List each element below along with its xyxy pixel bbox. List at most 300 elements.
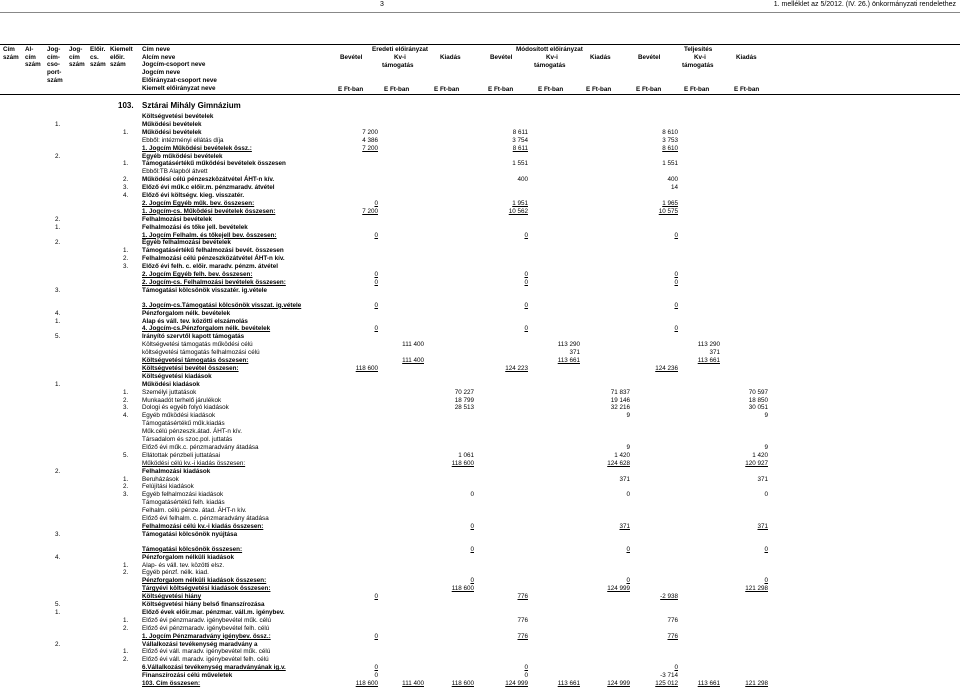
row-value: 0: [524, 271, 528, 278]
table-body: [0, 100, 960, 700]
row-value: 371: [757, 475, 768, 483]
page-header: [0, 0, 960, 9]
row-label: Működési célú pénzeszközátvétel ÁHT-n kív.: [142, 176, 275, 184]
row-value: 371: [619, 522, 630, 530]
row-value: 9: [626, 443, 630, 451]
row-value: 0: [470, 522, 474, 530]
sub-kvi-1: Kv-i: [394, 54, 406, 61]
row-label: Költségvetési támogatás működési célú: [142, 341, 253, 349]
table-row: [0, 569, 960, 577]
row-value: 124 236: [655, 364, 678, 372]
sub-kvi-2: Kv-i: [546, 54, 558, 61]
row-label: 6.Vállalkozási tevékenység maradványának ig.v.: [142, 664, 286, 672]
row-value: 0: [374, 301, 378, 309]
row-value: 18 799: [454, 396, 474, 404]
row-value: 124 999: [607, 680, 630, 687]
row-label: Alap és váll. tev. közötti elszámolás: [142, 317, 248, 325]
table-row: [0, 224, 960, 232]
unit-8: E Ft-ban: [684, 86, 710, 93]
table-row: [0, 373, 960, 381]
table-row: [0, 121, 960, 129]
table-row: [0, 325, 960, 333]
row-value: 111 400: [402, 680, 424, 687]
row-label: Felhalmozási és tőke jell. bevételek: [142, 223, 248, 231]
sub-tamogatas-2: támogatás: [534, 62, 566, 69]
row-label: Felhalmozási célú pénzeszközátvétel ÁHT-n kív.: [142, 255, 285, 263]
row-number-1: 2.: [55, 640, 61, 648]
table-row: [0, 546, 960, 554]
row-label: Költségvetési támogatás összesen:: [142, 357, 249, 364]
row-value: 30 051: [748, 404, 768, 412]
group-modositott: Módosított előirányzat: [516, 46, 583, 53]
row-label: Támogatási kölcsönök visszatér. ig.vétele: [142, 286, 267, 294]
table-row: [0, 593, 960, 601]
row-value: 0: [674, 301, 678, 309]
row-label: Finanszírozási célú műveletek: [142, 672, 233, 680]
table-row: [0, 153, 960, 161]
table-row: [0, 389, 960, 397]
row-value: 120 927: [745, 459, 768, 467]
row-number-2: 4.: [123, 412, 129, 420]
table-row: [0, 404, 960, 412]
row-value: 111 400: [402, 341, 424, 349]
table-row: [0, 365, 960, 373]
unit-5: E Ft-ban: [538, 86, 564, 93]
row-value: 0: [626, 491, 630, 499]
unit-3: E Ft-ban: [434, 86, 460, 93]
row-value: 776: [517, 632, 528, 640]
row-value: 1 420: [752, 451, 768, 459]
table-row: [0, 468, 960, 476]
table-row: [0, 444, 960, 452]
header-line: [0, 94, 960, 95]
unit-2: E Ft-ban: [384, 86, 410, 93]
col-eloir-cs: Előir. cs. szám: [90, 46, 106, 69]
table-row: [0, 397, 960, 405]
table-row: [0, 460, 960, 468]
row-value: 124 628: [607, 459, 630, 467]
row-label: 2. Jogcím Egyéb műk. bev. összesen:: [142, 199, 255, 207]
row-label: 1. Jogcím Működési bevételek össz.:: [142, 144, 252, 152]
table-row: [0, 601, 960, 609]
table-row: [0, 176, 960, 184]
row-label: 1. Jogcím Felhalm. és tőkejell bev. összesen:: [142, 231, 277, 239]
row-label: Költségvetési hiány belső finanszírozása: [142, 601, 265, 608]
row-label: Költségvetési kiadások: [142, 372, 212, 380]
row-value: 0: [524, 301, 528, 309]
row-value: 0: [374, 664, 378, 672]
table-row: [0, 349, 960, 357]
table-row: [0, 287, 960, 295]
table-row: [0, 310, 960, 318]
row-number-1: 5.: [55, 601, 61, 608]
row-value: 32 216: [610, 404, 630, 412]
row-label: Egyéb működési kiadások: [142, 412, 216, 420]
row-value: 124 223: [505, 364, 528, 372]
sub-kvi-3: Kv-i: [694, 54, 706, 61]
row-label: Támogatási kölcsönök összesen:: [142, 545, 243, 553]
row-label: Előző évi pénzmaradv. igénybevétel felh. célú: [142, 624, 270, 632]
row-value: 3 754: [512, 136, 528, 144]
row-value: 125 012: [655, 680, 678, 687]
unit-4: E Ft-ban: [488, 86, 514, 93]
row-value: 0: [524, 325, 528, 333]
row-number-1: 3.: [55, 286, 61, 294]
row-label: Pénzforgalom nélküli kiadások összesen:: [142, 577, 267, 585]
row-value: 113 661: [557, 680, 580, 687]
row-label: Működési célú kv.-i kiadás összesen:: [142, 459, 246, 467]
row-value: 9: [764, 443, 768, 451]
table-row: [0, 318, 960, 326]
row-value: 111 400: [402, 357, 424, 364]
row-number-2: 2.: [123, 176, 129, 184]
row-number-2: 4.: [123, 192, 129, 199]
row-number-1: 1.: [55, 380, 61, 388]
row-label: Egyéb pénzf. nélk. kiad.: [142, 569, 209, 577]
table-row: [0, 577, 960, 585]
header-rule: [0, 12, 960, 13]
row-number-2: 3.: [123, 491, 129, 499]
row-value: 0: [626, 577, 630, 585]
row-value: 0: [674, 271, 678, 278]
row-value: 70 227: [454, 388, 474, 396]
table-row: [0, 129, 960, 137]
row-label: Támogatásértékű műk.kiadás: [142, 420, 225, 428]
row-value: 776: [517, 593, 528, 601]
col-jogcimcsoport: Jog- cím- cso- port- szám: [47, 46, 63, 84]
table-row: [0, 672, 960, 680]
row-value: 0: [674, 325, 678, 333]
row-value: 0: [524, 278, 528, 286]
row-label: Felhalm. célú pénze. átad. ÁHT-n kív.: [142, 507, 247, 515]
table-row: [0, 609, 960, 617]
row-value: 371: [709, 349, 720, 357]
row-number-2: 1.: [123, 128, 129, 136]
sub-bevetel-2: Bevétel: [490, 54, 513, 61]
row-number-1: 2.: [55, 239, 61, 247]
col-kiemelt: Kiemelt előir. szám: [110, 46, 133, 69]
row-value: 1 551: [512, 160, 528, 168]
row-number-2: 2.: [123, 624, 129, 632]
row-label: költségvetési támogatás felhalmozási célú: [142, 349, 260, 357]
row-label: Előző évi váll. maradv. igénybevétel felh. célú: [142, 656, 269, 664]
row-number-2: 3.: [123, 404, 129, 412]
table-row: [0, 263, 960, 271]
row-label: Műk.célú pénzeszk.átad. ÁHT-n kív.: [142, 428, 242, 436]
table-row: [0, 664, 960, 672]
row-value: 0: [374, 199, 378, 207]
row-value: 0: [374, 231, 378, 239]
table-row: [0, 239, 960, 247]
row-label: 4. Jogcím-cs.Pénzforgalom nélk. bevételek: [142, 325, 271, 333]
row-value: 0: [524, 664, 528, 672]
row-label: Ebből: intézményi ellátás díja: [142, 136, 224, 144]
row-value: 1 061: [458, 451, 474, 459]
table-row: [0, 412, 960, 420]
row-label: Működési bevételek: [142, 120, 202, 128]
row-value: 0: [626, 545, 630, 553]
row-label: Személyi juttatások: [142, 388, 197, 396]
row-label: 3. Jogcím-cs.Támogatási kölcsönök visszat. ig.vétele: [142, 301, 302, 309]
table-row: [0, 302, 960, 310]
row-value: 776: [517, 616, 528, 624]
row-value: 118 600: [451, 459, 474, 467]
table-row: [0, 507, 960, 515]
row-value: 118 600: [451, 585, 474, 593]
unit-6: E Ft-ban: [586, 86, 612, 93]
row-value: 7 200: [362, 144, 378, 152]
row-value: 0: [470, 577, 474, 585]
unit-9: E Ft-ban: [734, 86, 760, 93]
row-value: -2 938: [660, 593, 678, 601]
table-header: [0, 44, 960, 96]
table-row: [0, 523, 960, 531]
row-value: 113 290: [697, 341, 720, 349]
col-cim: Cím szám: [3, 46, 19, 61]
table-row: [0, 232, 960, 240]
row-value: 10 562: [508, 207, 528, 215]
row-value: 0: [374, 672, 378, 680]
row-value: 1 951: [512, 199, 528, 207]
row-value: 113 661: [697, 357, 720, 364]
row-label: Vállalkozási tevékenység maradvány a: [142, 640, 258, 648]
row-number-1: 3.: [55, 530, 61, 538]
table-row: [0, 483, 960, 491]
row-value: 0: [674, 664, 678, 672]
row-value: 9: [626, 412, 630, 420]
sub-tamogatas-3: támogatás: [682, 62, 714, 69]
row-label: 1. Jogcím-cs. Működési bevételek összesen:: [142, 207, 276, 215]
row-label: Költségvetési bevétel összesen:: [142, 364, 239, 372]
row-label: Pénzforgalom nélküli kiadások: [142, 553, 235, 561]
row-label: Alap- és váll. tev. közötti elsz.: [142, 561, 225, 569]
row-value: 776: [667, 616, 678, 624]
table-row: [0, 585, 960, 593]
row-value: 8 611: [512, 128, 528, 136]
row-value: 1 965: [662, 199, 678, 207]
row-value: 118 600: [451, 680, 474, 687]
row-label: Társadalom és szoc.pol. juttatás: [142, 436, 233, 443]
row-value: 371: [569, 349, 580, 357]
row-label: Egyéb működési bevételek: [142, 152, 223, 160]
row-label: Előző évi pénzmaradv. igénybevétel műk. célú: [142, 616, 272, 624]
row-number-2: 1.: [123, 160, 129, 168]
row-value: 0: [674, 278, 678, 286]
table-row: [0, 656, 960, 664]
row-value: 0: [374, 632, 378, 640]
row-value: 0: [764, 491, 768, 499]
table-row: [0, 633, 960, 641]
group-teljesites: Teljesítés: [684, 46, 713, 53]
row-value: 10 575: [658, 207, 678, 215]
row-value: 19 146: [610, 396, 630, 404]
row-label: Felhalmozási kiadások: [142, 467, 211, 475]
row-number-2: 1.: [123, 648, 129, 656]
row-number-1: 4.: [55, 309, 61, 317]
table-row: [0, 617, 960, 625]
row-label: Előző évi műk.c. pénzmaradvány átadása: [142, 443, 259, 451]
table-row: [0, 499, 960, 507]
row-value: 0: [374, 278, 378, 286]
row-value: 28 513: [454, 404, 474, 412]
table-row: [0, 357, 960, 365]
table-row: [0, 113, 960, 121]
table-row: [0, 333, 960, 341]
table-row: [0, 554, 960, 562]
row-number-2: 5.: [123, 451, 129, 459]
row-number-1: 2.: [55, 152, 61, 160]
row-number-2: 3.: [123, 263, 129, 271]
row-label: Működési kiadások: [142, 380, 200, 388]
row-label: Ebből:TB Alapból átvett: [142, 168, 208, 176]
table-row: [0, 531, 960, 539]
row-value: -3 714: [660, 672, 678, 680]
row-label: 2. Jogcím Egyéb felh. bev. összesen:: [142, 271, 253, 278]
row-label: Egyéb felhalmozási kiadások: [142, 491, 224, 499]
table-row: [0, 145, 960, 153]
row-value: 118 600: [355, 364, 378, 372]
row-value: 400: [517, 176, 528, 184]
row-value: 4 386: [362, 136, 378, 144]
row-number-1: 5.: [55, 333, 61, 341]
row-value: 0: [524, 231, 528, 239]
row-label: Felhalmozási bevételek: [142, 215, 212, 223]
row-label: Felhalmozási célú kv.-i kiadás összesen:: [142, 522, 264, 530]
table-row: [0, 680, 960, 688]
row-label: Felújítási kiadások: [142, 483, 194, 491]
institution-title-row: [0, 102, 960, 110]
table-row: [0, 160, 960, 168]
row-value: 0: [470, 491, 474, 499]
row-number-1: 1.: [55, 223, 61, 231]
table-row: [0, 420, 960, 428]
sub-bevetel-3: Bevétel: [638, 54, 661, 61]
table-row: [0, 648, 960, 656]
row-label: Beruházások: [142, 475, 179, 483]
table-row: [0, 381, 960, 389]
row-label: Előző évi felh. c. előir. maradv. pénzm. átvétel: [142, 263, 279, 271]
table-row: [0, 255, 960, 263]
row-value: 124 999: [505, 680, 528, 687]
row-label: Munkaadót terhelő járulékok: [142, 396, 222, 404]
table-row: [0, 436, 960, 444]
table-row: [0, 341, 960, 349]
row-number-2: 1.: [123, 616, 129, 624]
row-number-2: 2.: [123, 656, 129, 664]
row-label: Előző évi felhalm. c. pénzmaradvány átadása: [142, 515, 269, 522]
row-number-2: 1.: [123, 561, 129, 569]
row-value: 71 837: [610, 388, 630, 396]
row-label: Költségvetési hiány: [142, 593, 202, 601]
row-value: 8 610: [662, 144, 678, 152]
table-row: [0, 452, 960, 460]
row-number-2: 3.: [123, 184, 129, 192]
row-label: 103. Cím összesen:: [142, 680, 201, 687]
row-value: 7 200: [362, 128, 378, 136]
row-value: 7 200: [362, 207, 378, 215]
col-names: Cím neve Alcím neve Jogcím-csoport neve Jogcím neve Előirányzat-csoport neve Kiemelt előirányzat neve: [142, 46, 217, 92]
row-label: Egyéb felhalmozási bevételek: [142, 239, 231, 247]
table-row: [0, 279, 960, 287]
row-value: 121 298: [745, 585, 768, 593]
table-row: [0, 208, 960, 216]
sub-kiadas-1: Kiadás: [440, 54, 461, 61]
row-label: Működési bevételek: [142, 128, 202, 136]
row-value: 118 600: [355, 680, 378, 687]
table-row: [0, 216, 960, 224]
row-value: 3 753: [662, 136, 678, 144]
row-label: Támogatásértékű felh. kiadás: [142, 499, 225, 507]
row-value: 0: [374, 593, 378, 601]
row-number-2: 1.: [123, 247, 129, 255]
row-label: Támogatásértékű működési bevételek összesen: [142, 160, 286, 168]
page-number: 3: [380, 1, 384, 8]
row-value: 0: [674, 231, 678, 239]
row-value: 14: [670, 184, 678, 192]
row-number-2: 2.: [123, 483, 129, 491]
sub-kiadas-3: Kiadás: [736, 54, 757, 61]
table-row: [0, 271, 960, 279]
table-row: [0, 515, 960, 523]
row-label: Előző évi váll. maradv. igénybevétel műk. célú: [142, 648, 271, 656]
row-value: 113 661: [557, 357, 580, 364]
table-row: [0, 428, 960, 436]
row-label: Ellátottak pénzbeli juttatásai: [142, 451, 221, 459]
institution-number: 103.: [118, 101, 134, 110]
row-number-1: 2.: [55, 215, 61, 223]
row-number-2: 2.: [123, 255, 129, 263]
row-label: 1. Jogcím Pénzmaradvány igénybev. össz.:: [142, 632, 271, 640]
row-value: 400: [667, 176, 678, 184]
row-value: 371: [757, 522, 768, 530]
row-label: Irányító szervtől kapott támogatás: [142, 333, 245, 341]
row-label: Előző évi költségv. kieg. visszatér.: [142, 192, 245, 199]
row-number-2: 1.: [123, 475, 129, 483]
unit-7: E Ft-ban: [636, 86, 662, 93]
table-row: [0, 184, 960, 192]
row-value: 776: [667, 632, 678, 640]
group-eredeti: Eredeti előirányzat: [372, 46, 428, 53]
row-number-1: 1.: [55, 120, 61, 128]
row-label: Előző évek előir.mar. pénzmar. váll.m. igénybev.: [142, 608, 285, 616]
row-value: 124 999: [607, 585, 630, 593]
row-label: Támogatási kölcsönök nyújtása: [142, 530, 238, 538]
col-jogcim: Jog- cím szám: [69, 46, 85, 69]
table-row: [0, 476, 960, 484]
row-value: 1 420: [614, 451, 630, 459]
row-number-2: 2.: [123, 396, 129, 404]
row-value: 0: [524, 672, 528, 680]
row-label: Támogatásértékű felhalmozási bevét. összesen: [142, 247, 284, 255]
row-number-1: 1.: [55, 608, 61, 616]
row-value: 18 850: [748, 396, 768, 404]
table-row: [0, 192, 960, 200]
sub-kiadas-2: Kiadás: [590, 54, 611, 61]
table-row: [0, 137, 960, 145]
row-number-1: 4.: [55, 553, 61, 561]
row-value: 0: [470, 545, 474, 553]
row-label: 2. Jogcím-cs. Felhalmozási bevételek összesen:: [142, 278, 286, 286]
row-label: Dologi és egyéb folyó kiadások: [142, 404, 229, 412]
row-value: 113 661: [697, 680, 720, 687]
row-number-2: 1.: [123, 388, 129, 396]
row-value: 121 298: [745, 680, 768, 687]
row-value: 113 290: [557, 341, 580, 349]
row-number-2: 2.: [123, 569, 129, 577]
table-row: [0, 562, 960, 570]
decree-reference: 1. melléklet az 5/2012. (IV. 26.) önkormányzati rendelethez: [773, 1, 956, 8]
row-value: 371: [619, 475, 630, 483]
